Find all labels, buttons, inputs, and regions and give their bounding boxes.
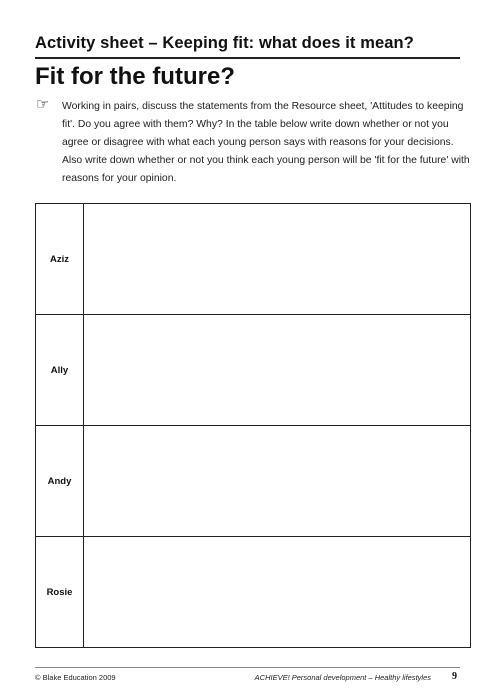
series-title: ACHIEVE! Personal development – Healthy lifestyles	[254, 673, 431, 682]
copyright-text: © Blake Education 2009	[35, 673, 116, 682]
response-cell[interactable]	[84, 315, 471, 426]
table-row	[36, 204, 471, 315]
footer-divider	[35, 667, 460, 668]
page-number: 9	[452, 671, 457, 682]
response-cell[interactable]	[84, 537, 471, 648]
page-title: Fit for the future?	[35, 63, 235, 90]
table-row	[36, 315, 471, 426]
activity-sheet-heading: Activity sheet – Keeping fit: what does it mean?	[35, 34, 414, 52]
name-cell: Rosie	[36, 537, 84, 648]
name-cell: Andy	[36, 426, 84, 537]
pointing-hand-icon: ☞	[36, 96, 50, 113]
response-cell[interactable]	[84, 426, 471, 537]
header-divider	[35, 57, 460, 59]
name-cell: Aziz	[36, 204, 84, 315]
response-cell[interactable]	[84, 204, 471, 315]
instructions-text: Working in pairs, discuss the statements from the Resource sheet, 'Attitudes to keeping fit'. Do you agree with them? Why? In the table below write down whether or not you agree or disagree with what each young person says with reasons for your decisions. Also write down whether or not you think each young person will be 'fit for the future' with reasons for your opinion.	[62, 101, 470, 184]
table-row	[36, 537, 471, 648]
table-row	[36, 426, 471, 537]
response-table	[35, 203, 471, 648]
name-cell: Ally	[36, 315, 84, 426]
